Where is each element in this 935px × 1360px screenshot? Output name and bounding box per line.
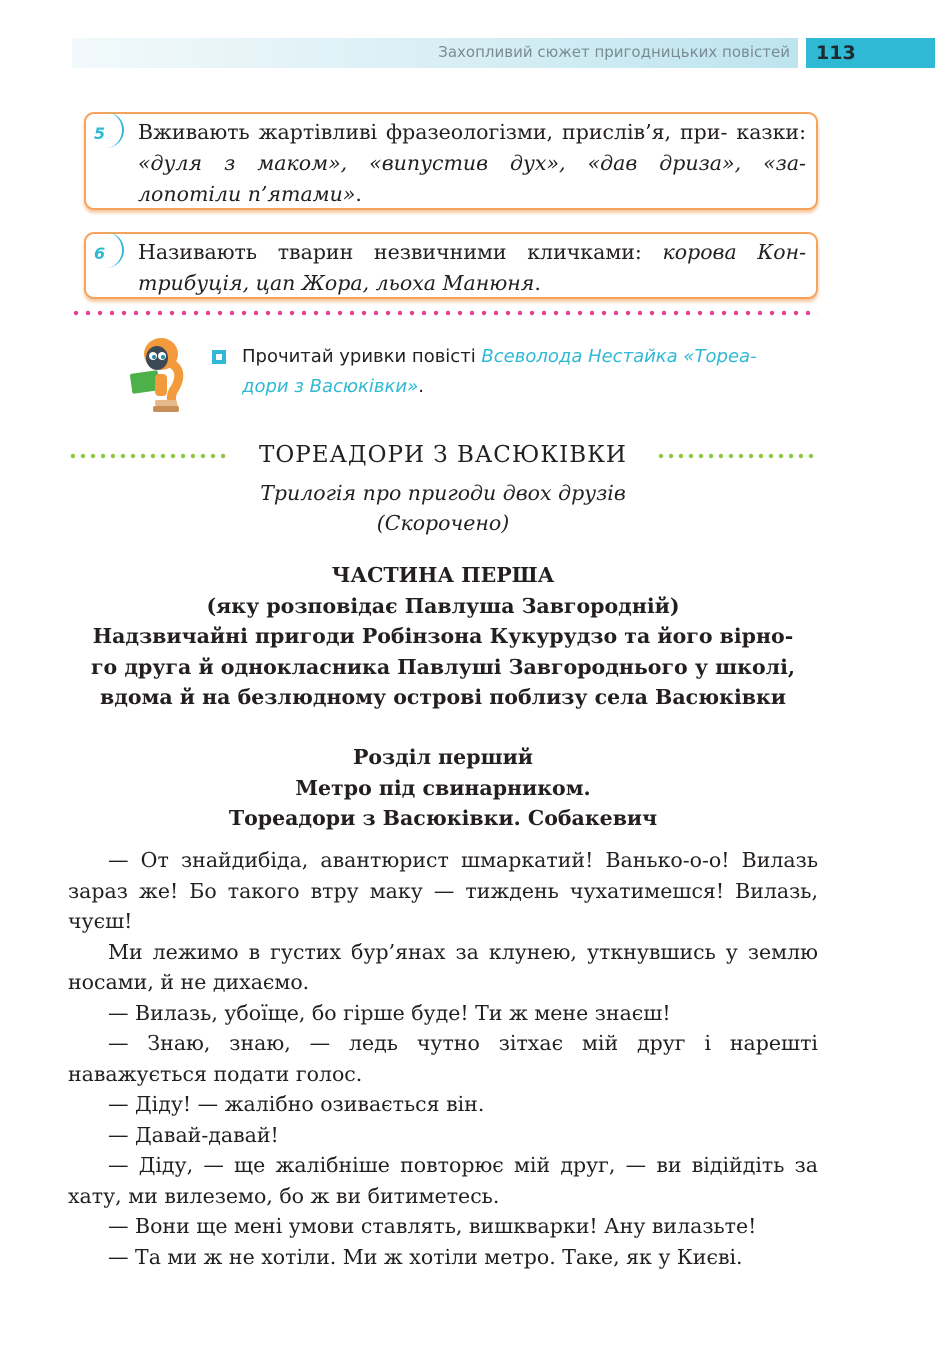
paragraph: — От знайдибіда, авантюрист шмаркатий! Ванько-о-о! Вилазь зараз же! Бо такого втру маку — тиждень чухатимешся! Вилазь, чуєш! bbox=[68, 848, 818, 933]
dotted-separator bbox=[70, 310, 818, 316]
paragraph: — Діду, — ще жалібніше повторює мій друг, — ви відійдіть за хату, ми вилеземо, бо ж ви битиметесь. bbox=[68, 1153, 818, 1208]
square-bullet-icon bbox=[212, 350, 226, 364]
part-heading: ЧАСТИНА ПЕРША (яку розповідає Павлуша Завгородній) Надзвичайні пригоди Робінзона Кукурудзо та його вірно- го друга й однокласника Павлуші Завгороднього у школі, вдома й на безлюдному острові поблизу села Васюківки bbox=[90, 563, 796, 709]
title-dots-left bbox=[68, 453, 230, 459]
paragraph: — Вони ще мені умови ставлять, вишкварки! Ану вилазьте! bbox=[108, 1214, 757, 1238]
paragraph: — Давай-давай! bbox=[108, 1122, 279, 1147]
paragraph: — Вилазь, убоїще, бо гірше буде! Ти ж мене знаєш! bbox=[108, 1000, 671, 1025]
running-header bbox=[72, 38, 798, 68]
paragraph: Ми лежимо в густих бур’янах за клунею, уткнувшись у землю носами, й не дихаємо. bbox=[68, 939, 818, 994]
chapter-heading: Розділ перший Метро під свинарником. Тореадори з Васюківки. Собакевич bbox=[228, 745, 658, 830]
paragraph: — Знаю, знаю, — ледь чутно зітхає мій друг і нарешті наважується подати голос. bbox=[68, 1031, 818, 1086]
title-dots-right bbox=[656, 453, 818, 459]
paragraph: — Та ми ж не хотіли. Ми ж хотіли метро. Таке, як у Києві. bbox=[108, 1244, 743, 1269]
feature-number: 5 bbox=[94, 124, 106, 143]
author-reference-cont: дори з Васюківки» bbox=[242, 376, 419, 397]
story-title: ТОРЕАДОРИ З ВАСЮКІВКИ bbox=[259, 442, 627, 468]
page-number: 113 bbox=[806, 38, 935, 68]
running-header-title: Захопливий сюжет пригодницьких повістей bbox=[438, 43, 790, 61]
paragraph: — Діду! — жалібно озивається він. bbox=[108, 1092, 485, 1116]
feature-box-6 bbox=[84, 232, 818, 299]
story-body bbox=[68, 845, 818, 1272]
feature-number: 6 bbox=[94, 244, 106, 263]
feature-box-5 bbox=[84, 112, 818, 210]
number-arc-icon bbox=[104, 112, 124, 148]
number-arc-icon bbox=[104, 232, 124, 268]
reading-mascot-icon bbox=[125, 336, 189, 414]
feature-text: Називають тварин незвичними кличками: корова Кон- трибуція, цап Жора, льоха Манюня. bbox=[138, 240, 806, 295]
story-subtitle: Трилогія про пригоди двох друзів (Скорочено) bbox=[260, 481, 626, 535]
task-instruction: Прочитай уривки повісті Всеволода Нестайка «Тореа- дори з Васюківки». bbox=[242, 346, 757, 397]
author-reference: Всеволода Нестайка «Тореа- bbox=[481, 346, 757, 367]
feature-text: Вживають жартівливі фразеологізми, прислів’я, при- казки: «дуля з маком», «випустив дух», «дав дриза», «за- лопотіли п’ятами». bbox=[138, 120, 806, 206]
